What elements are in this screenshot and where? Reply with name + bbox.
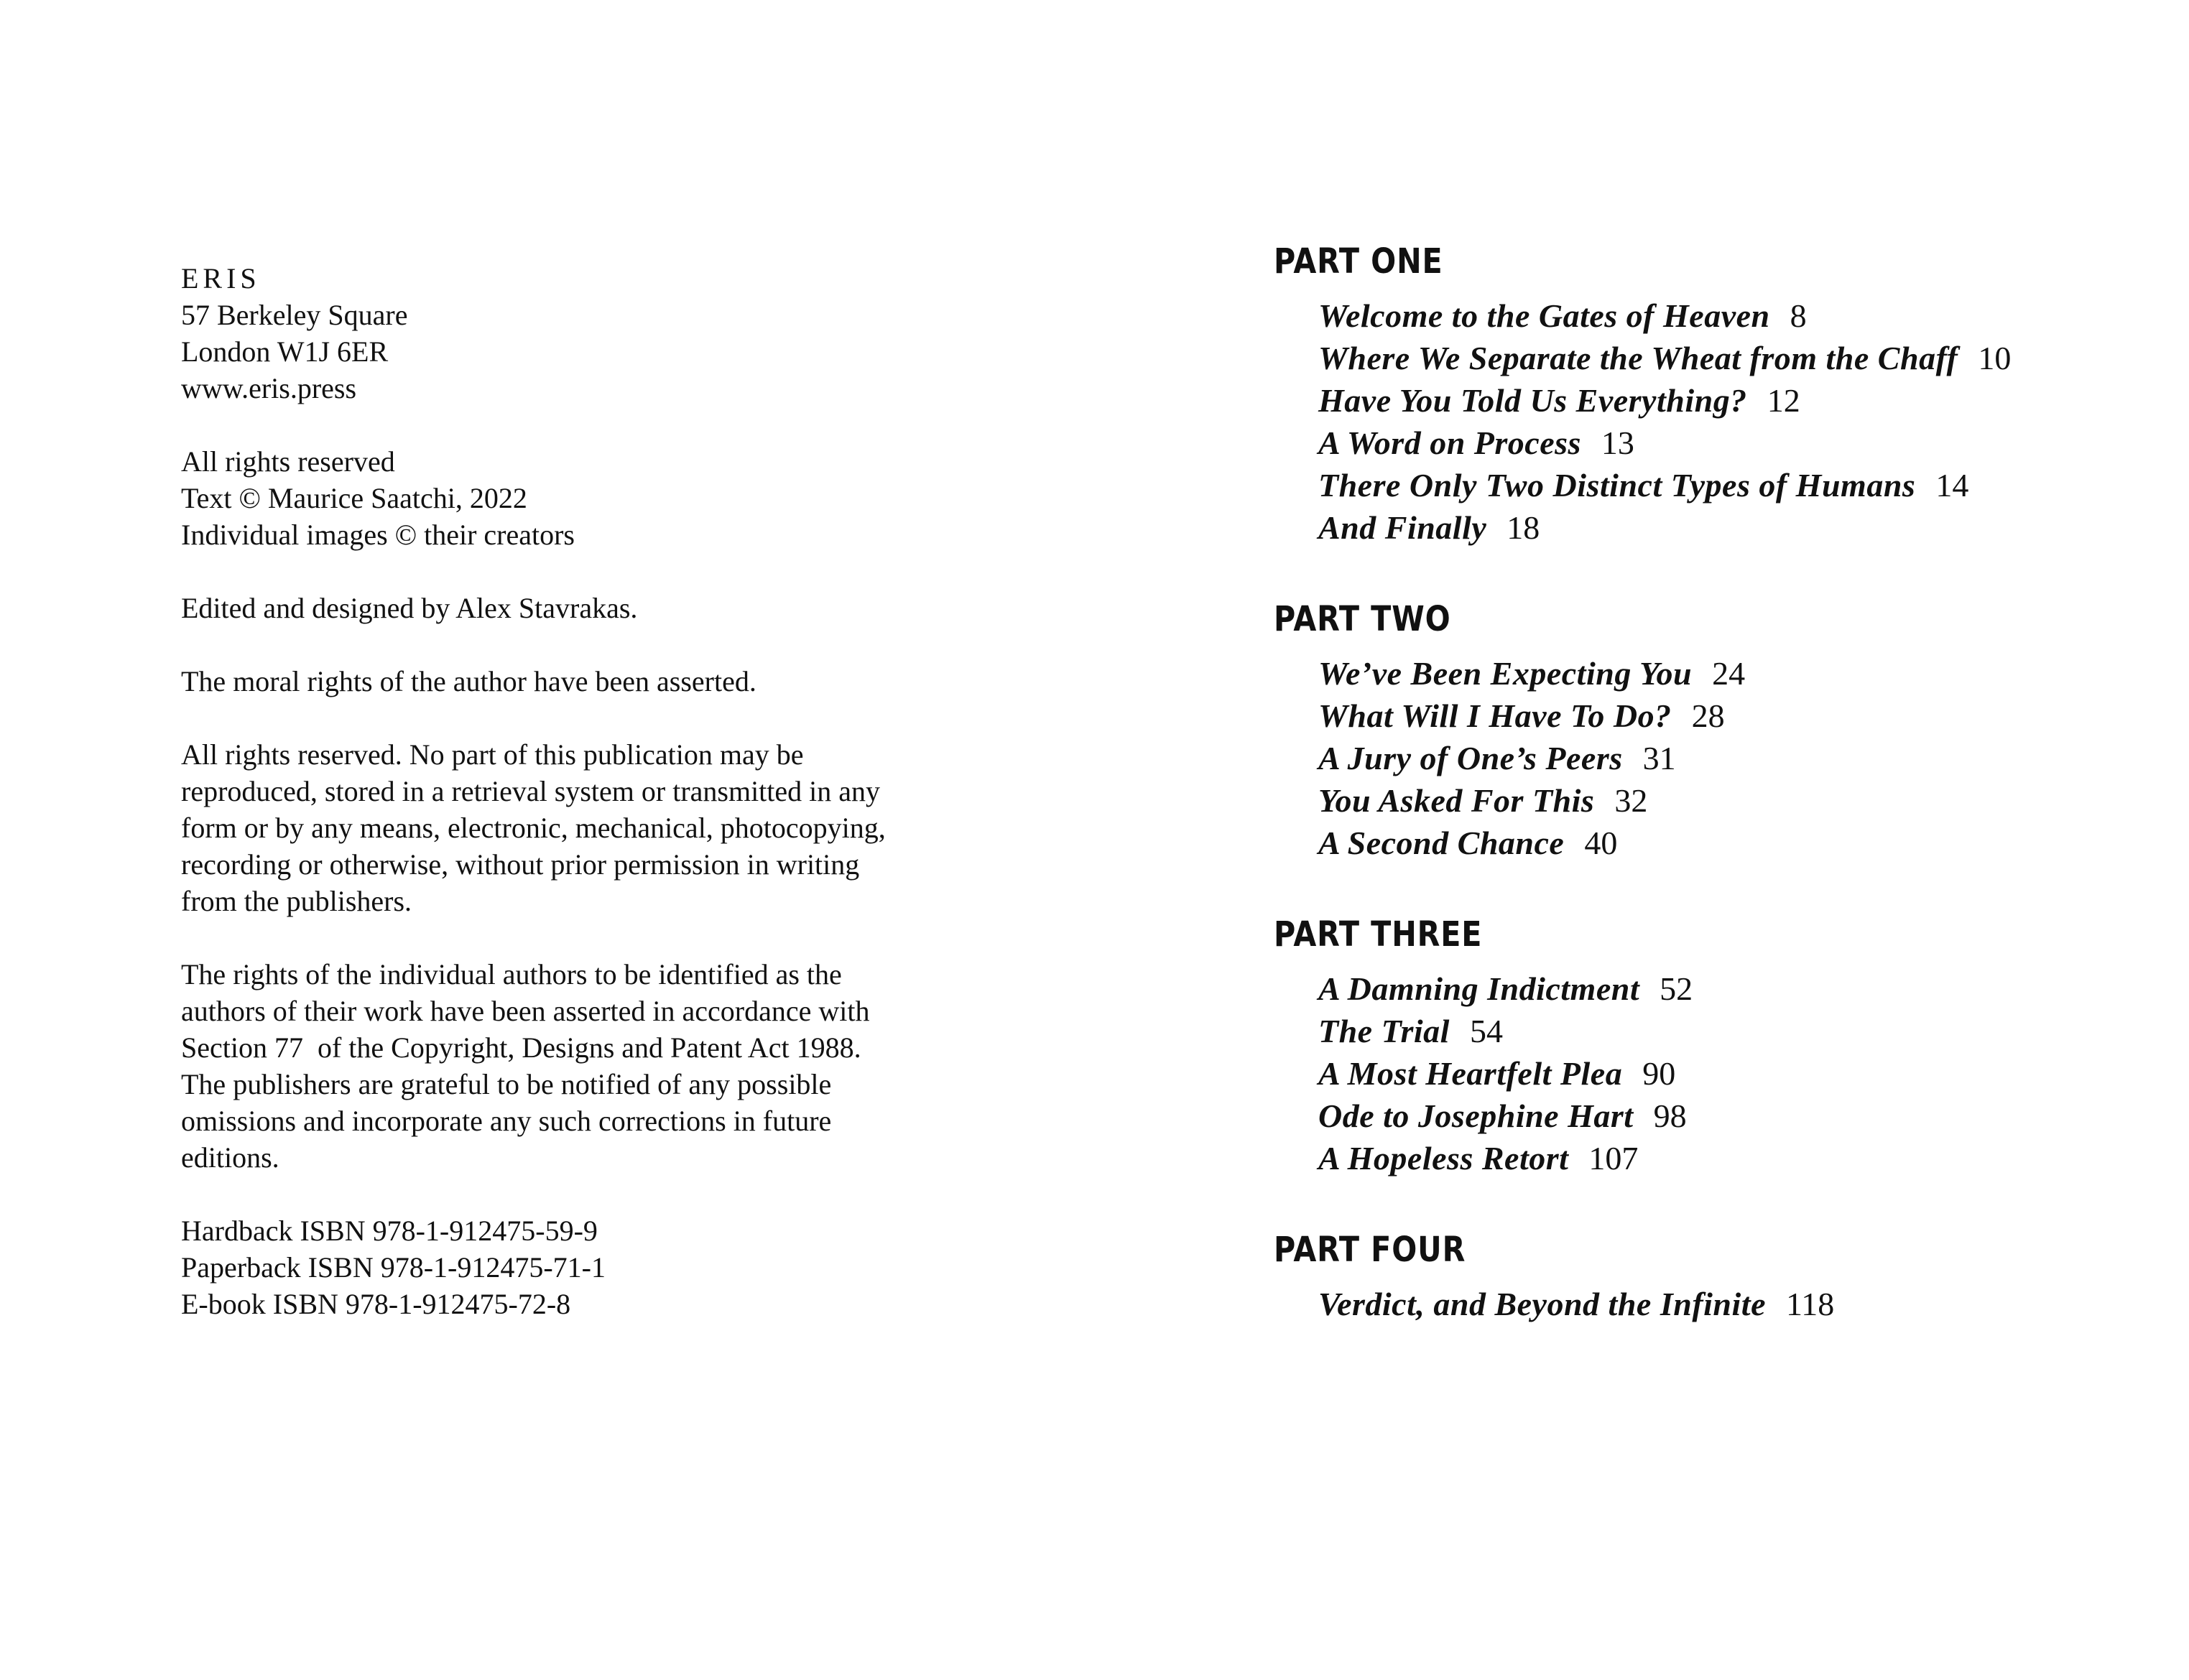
chapter-title: What Will I Have To Do? bbox=[1318, 697, 1672, 734]
authors-rights-line: The publishers are grateful to be notified of any possible bbox=[181, 1068, 832, 1100]
chapter-entry bbox=[1318, 337, 2136, 379]
publisher-name: ERIS bbox=[181, 262, 261, 294]
chapter-entry bbox=[1318, 379, 2136, 422]
chapter-title: A Word on Process bbox=[1318, 424, 1581, 461]
part-two bbox=[1274, 598, 2136, 864]
part-heading: PART TWO bbox=[1274, 599, 1451, 639]
authors-rights-line: Section 77 of the Copyright, Designs and Patent Act 1988. bbox=[181, 1031, 861, 1064]
part-three bbox=[1274, 914, 2136, 1179]
chapter-entry bbox=[1318, 1052, 2136, 1095]
reproduction-line: from the publishers. bbox=[181, 885, 412, 917]
chapter-page-number: 18 bbox=[1507, 509, 1540, 546]
part-heading: PART THREE bbox=[1274, 914, 1483, 955]
chapter-page-number: 28 bbox=[1691, 697, 1725, 734]
chapter-title: A Jury of One’s Peers bbox=[1318, 740, 1623, 776]
text-copyright-line: Text © Maurice Saatchi, 2022 bbox=[181, 482, 527, 514]
chapter-title: Have You Told Us Everything? bbox=[1318, 382, 1747, 419]
chapter-page-number: 13 bbox=[1601, 424, 1634, 461]
chapter-page-number: 10 bbox=[1978, 340, 2012, 376]
chapter-page-number: 12 bbox=[1767, 382, 1800, 419]
chapter-page-number: 8 bbox=[1790, 297, 1807, 334]
paperback-isbn: Paperback ISBN 978-1-912475-71-1 bbox=[181, 1251, 606, 1284]
authors-rights-notice bbox=[181, 956, 1029, 1176]
copyright-notice bbox=[181, 443, 1029, 553]
chapter-page-number: 98 bbox=[1653, 1097, 1687, 1134]
publisher-address bbox=[181, 260, 1029, 407]
edited-by-notice bbox=[181, 590, 1029, 626]
chapter-page-number: 90 bbox=[1642, 1055, 1676, 1092]
contents-page bbox=[1274, 241, 2136, 1375]
authors-rights-line: authors of their work have been asserted in accordance with bbox=[181, 995, 870, 1027]
chapter-title: Welcome to the Gates of Heaven bbox=[1318, 297, 1770, 334]
chapter-page-number: 32 bbox=[1614, 782, 1648, 819]
chapter-entry bbox=[1318, 822, 2136, 864]
reproduction-notice bbox=[181, 736, 1029, 919]
chapter-entry bbox=[1318, 1095, 2136, 1137]
chapter-title: You Asked For This bbox=[1318, 782, 1595, 819]
authors-rights-line: editions. bbox=[181, 1141, 279, 1174]
chapter-entry bbox=[1318, 464, 2136, 506]
chapter-entry bbox=[1318, 967, 2136, 1010]
chapter-entry bbox=[1318, 737, 2136, 779]
chapter-page-number: 54 bbox=[1469, 1013, 1503, 1049]
part-heading: PART FOUR bbox=[1274, 1230, 1466, 1270]
chapter-page-number: 31 bbox=[1642, 740, 1676, 776]
chapter-title: Where We Separate the Wheat from the Chaff bbox=[1318, 340, 1958, 376]
chapter-page-number: 24 bbox=[1712, 655, 1746, 692]
chapter-entry bbox=[1318, 506, 2136, 549]
chapter-title: Ode to Josephine Hart bbox=[1318, 1097, 1634, 1134]
chapter-title: A Second Chance bbox=[1318, 825, 1565, 861]
chapter-title: The Trial bbox=[1318, 1013, 1450, 1049]
chapter-entry bbox=[1318, 779, 2136, 822]
chapter-entry bbox=[1318, 422, 2136, 464]
reproduction-line: All rights reserved. No part of this publication may be bbox=[181, 738, 804, 771]
chapter-page-number: 107 bbox=[1588, 1140, 1639, 1177]
moral-rights-line: The moral rights of the author have been asserted. bbox=[181, 665, 756, 697]
chapter-entry bbox=[1318, 1283, 2136, 1325]
edited-by-line: Edited and designed by Alex Stavrakas. bbox=[181, 592, 638, 624]
chapter-page-number: 118 bbox=[1785, 1286, 1835, 1322]
chapter-page-number: 40 bbox=[1584, 825, 1618, 861]
isbn-list bbox=[181, 1212, 1029, 1322]
authors-rights-line: The rights of the individual authors to be identified as the bbox=[181, 958, 842, 990]
chapter-title: We’ve Been Expecting You bbox=[1318, 655, 1693, 692]
chapter-title: A Most Heartfelt Plea bbox=[1318, 1055, 1623, 1092]
part-four bbox=[1274, 1229, 2136, 1325]
ebook-isbn: E-book ISBN 978-1-912475-72-8 bbox=[181, 1288, 571, 1320]
chapter-title: There Only Two Distinct Types of Humans bbox=[1318, 467, 1916, 503]
imprint-page bbox=[181, 260, 1029, 1359]
chapter-page-number: 52 bbox=[1660, 970, 1693, 1007]
images-copyright-line: Individual images © their creators bbox=[181, 519, 575, 551]
chapter-entry bbox=[1318, 294, 2136, 337]
chapter-title: And Finally bbox=[1318, 509, 1487, 546]
address-city: London W1J 6ER bbox=[181, 335, 389, 368]
moral-rights-notice bbox=[181, 663, 1029, 700]
chapter-entry bbox=[1318, 1137, 2136, 1179]
hardback-isbn: Hardback ISBN 978-1-912475-59-9 bbox=[181, 1215, 598, 1247]
reproduction-line: reproduced, stored in a retrieval system or transmitted in any bbox=[181, 775, 881, 807]
chapter-entry bbox=[1318, 1010, 2136, 1052]
part-heading: PART ONE bbox=[1274, 241, 1443, 282]
chapter-page-number: 14 bbox=[1935, 467, 1969, 503]
authors-rights-line: omissions and incorporate any such corrections in future bbox=[181, 1105, 832, 1137]
chapter-title: A Damning Indictment bbox=[1318, 970, 1640, 1007]
publisher-website: www.eris.press bbox=[181, 372, 357, 404]
chapter-title: Verdict, and Beyond the Infinite bbox=[1318, 1286, 1766, 1322]
chapter-entry bbox=[1318, 695, 2136, 737]
chapter-title: A Hopeless Retort bbox=[1318, 1140, 1569, 1177]
chapter-entry bbox=[1318, 652, 2136, 695]
reproduction-line: recording or otherwise, without prior permission in writing bbox=[181, 848, 860, 881]
rights-line: All rights reserved bbox=[181, 445, 395, 478]
reproduction-line: form or by any means, electronic, mechanical, photocopying, bbox=[181, 812, 886, 844]
part-one bbox=[1274, 241, 2136, 549]
address-street: 57 Berkeley Square bbox=[181, 299, 408, 331]
